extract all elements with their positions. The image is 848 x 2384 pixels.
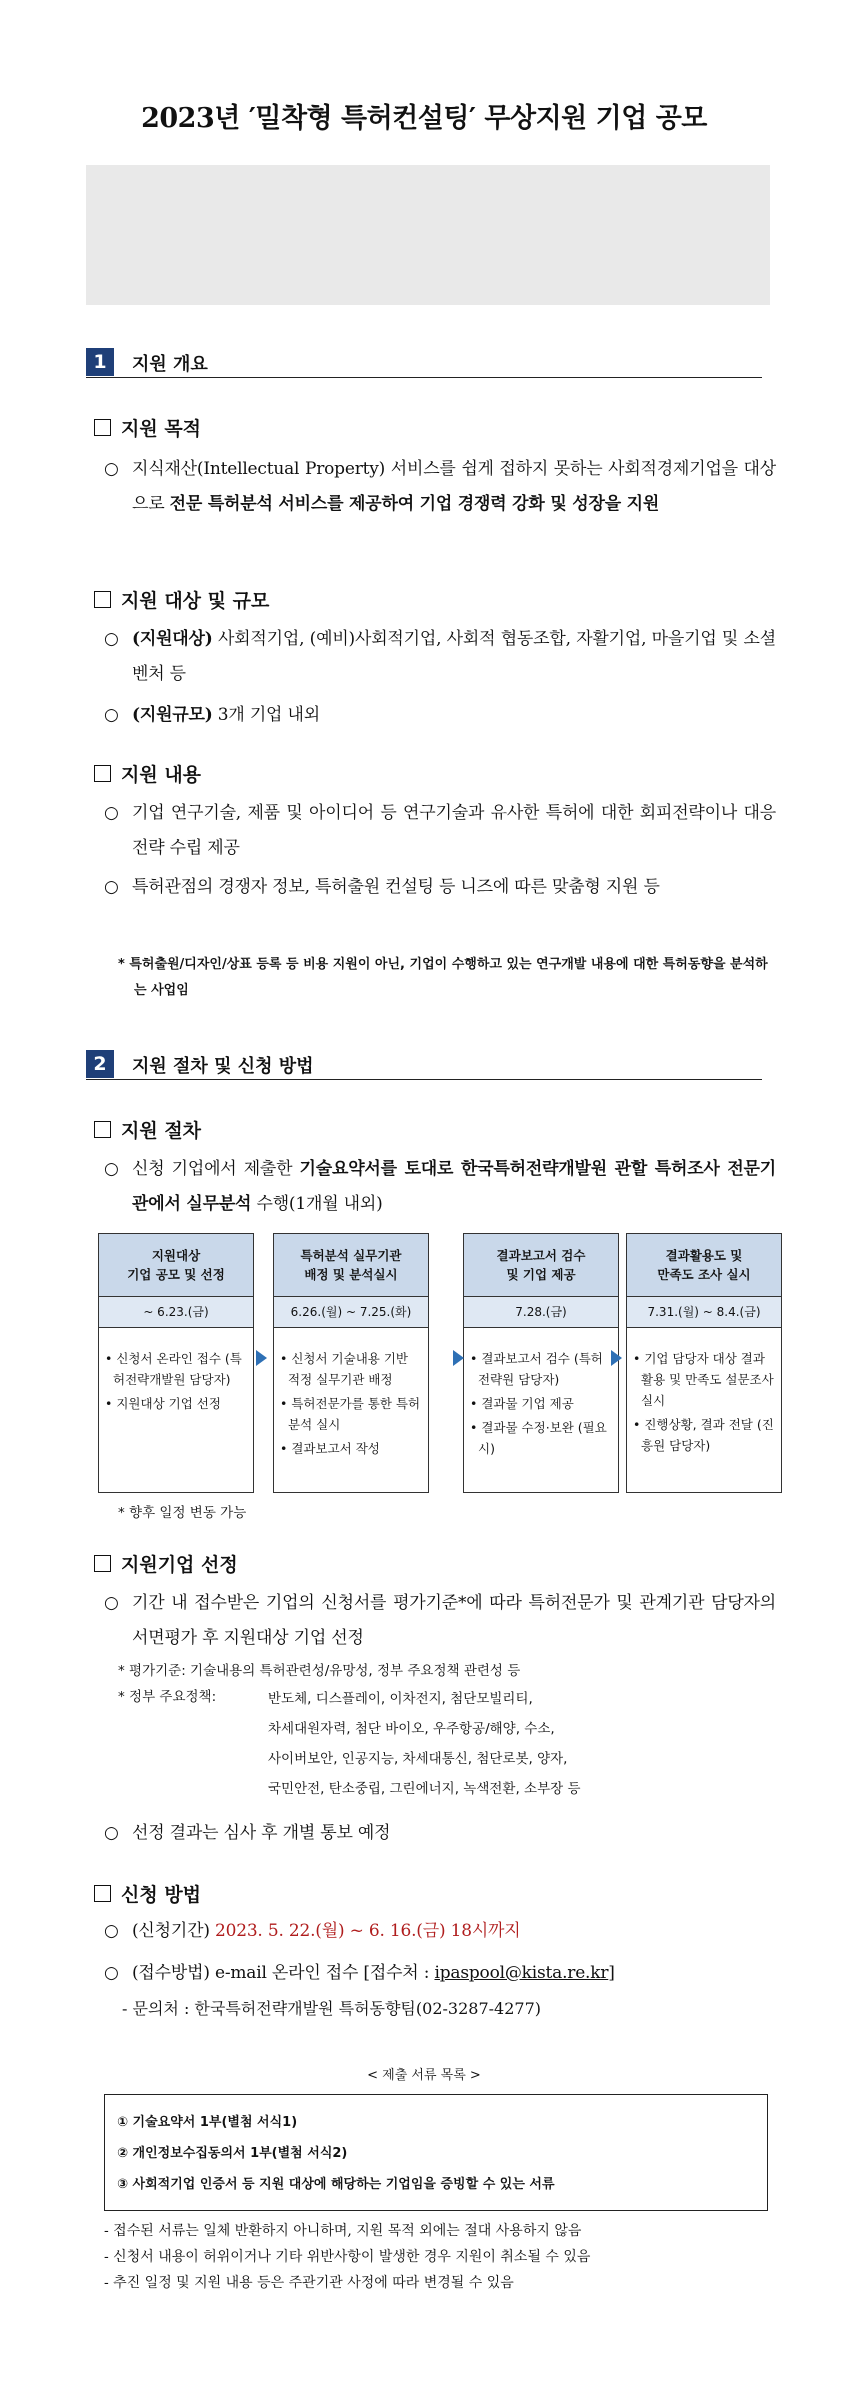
stage-items: [99, 1328, 253, 1414]
arrow-right-icon: [453, 1350, 464, 1366]
arrow-right-icon: [611, 1350, 622, 1366]
stage-date: 7.28.(금): [464, 1297, 618, 1328]
stage-items: [627, 1328, 781, 1456]
email-link[interactable]: ipaspool@kista.re.kr: [434, 1963, 609, 1983]
process-stage-2: [273, 1233, 429, 1493]
stage-title: 지원대상 기업 공모 및 선정: [99, 1234, 253, 1297]
stage-title: 결과활용도 및 만족도 조사 실시: [627, 1234, 781, 1297]
stage-items: [464, 1328, 618, 1459]
stage-item: • 기업 담당자 대상 결과활용 및 만족도 설문조사 실시: [633, 1351, 774, 1408]
stage-item: • 결과보고서 작성: [280, 1441, 380, 1456]
section-2-header: [86, 1046, 762, 1080]
footnote-2: - 신청서 내용이 허위이거나 기타 위반사항이 발생한 경우 지원이 취소될 수 있음: [104, 2249, 591, 2265]
process-stage-1: [98, 1233, 254, 1493]
doc-item: ① 기술요약서 1부(별첨 서식1): [117, 2115, 298, 2130]
stage-date: 7.31.(월) ~ 8.4.(금): [627, 1297, 781, 1328]
apply-method: ○ (접수방법) e-mail 온라인 접수 [접수처 : ipaspool@kista.re.kr]: [104, 1963, 615, 1983]
square-outline-icon: [94, 1885, 111, 1902]
selection-note-1: * 평가기준: 기술내용의 특허관련성/유망성, 정부 주요정책 관련성 등: [118, 1663, 521, 1679]
selection-note-2-label: * 정부 주요정책:: [118, 1689, 217, 1705]
process-stage-4: [626, 1233, 782, 1493]
subsection-content: 지원 내용: [94, 760, 201, 787]
contact-text: - 문의처 : 한국특허전략개발원 특허동향팀(02-3287-4277): [122, 1999, 541, 2018]
docs-list: [104, 2094, 768, 2211]
purpose-text: ○ 지식재산(Intellectual Property) 서비스를 쉽게 접하지 못하는 사회적경제기업을 대상으로 전문 특허분석 서비스를 제공하여 기업 경쟁력 강화 및 성장을 지원: [104, 459, 776, 514]
stage-date: 6.26.(월) ~ 7.25.(화): [274, 1297, 428, 1328]
page-title: 2023년 ′밀착형 특허컨설팅′ 무상지원 기업 공모: [141, 103, 707, 134]
stage-item: • 신청서 기술내용 기반 적정 실무기관 배정: [280, 1351, 408, 1387]
selection-result-text: ○ 선정 결과는 심사 후 개별 통보 예정: [104, 1823, 391, 1843]
stage-items: [274, 1328, 428, 1459]
doc-item: ② 개인정보수집동의서 1부(별첨 서식2): [117, 2146, 348, 2161]
section-1-number: 1: [86, 348, 114, 376]
stage-item: • 결과물 수정·보완 (필요시): [470, 1420, 607, 1456]
docs-title: < 제출 서류 목록 >: [367, 2068, 481, 2083]
square-outline-icon: [94, 1555, 111, 1572]
scale-text: ○ (지원규모) 3개 기업 내외: [104, 705, 320, 725]
subsection-apply: 신청 방법: [94, 1880, 201, 1907]
stage-item: • 특허전문가를 통한 특허 분석 실시: [280, 1396, 421, 1432]
footnote-1: - 접수된 서류는 일체 반환하지 아니하며, 지원 목적 외에는 절대 사용하지 않음: [104, 2223, 582, 2239]
target-text: ○ (지원대상) 사회적기업, (예비)사회적기업, 사회적 협동조합, 자활기업, 마을기업 및 소셜벤처 등: [104, 629, 776, 684]
process-stage-3: [463, 1233, 619, 1493]
subsection-selection: 지원기업 선정: [94, 1550, 238, 1577]
square-outline-icon: [94, 1121, 111, 1138]
square-outline-icon: [94, 591, 111, 608]
stage-item: • 신청서 온라인 접수 (특허전략개발원 담당자): [105, 1351, 242, 1387]
subsection-target: 지원 대상 및 규모: [94, 586, 269, 613]
stage-item: • 지원대상 기업 선정: [105, 1396, 221, 1411]
apply-period: ○ (신청기간) 2023. 5. 22.(월) ~ 6. 16.(금) 18시까지: [104, 1921, 521, 1941]
section-1-title: 지원 개요: [132, 354, 208, 375]
selection-note-2-lines: 반도체, 디스플레이, 이차전지, 첨단모빌리티, 차세대원자력, 첨단 바이오, 우주항공/해양, 수소, 사이버보안, 인공지능, 차세대통신, 첨단로봇, 양자, 국민안전, 탄소중립, 그린에너지, 녹색전환, 소부장 등: [268, 1691, 581, 1797]
image-placeholder: [86, 165, 770, 305]
square-outline-icon: [94, 765, 111, 782]
stage-item: • 결과보고서 검수 (특허전략원 담당자): [470, 1351, 603, 1387]
section-2-title: 지원 절차 및 신청 방법: [132, 1056, 314, 1077]
content-note: * 특허출원/디자인/상표 등록 등 비용 지원이 아닌, 기업이 수행하고 있는 연구개발 내용에 대한 특허동향을 분석하는 사업임: [118, 957, 768, 998]
selection-text: ○ 기간 내 접수받은 기업의 신청서를 평가기준*에 따라 특허전문가 및 관계기관 담당자의 서면평가 후 지원대상 기업 선정: [104, 1593, 776, 1648]
section-1-header: [86, 344, 762, 378]
section-2-number: 2: [86, 1050, 114, 1078]
stage-title: 결과보고서 검수 및 기업 제공: [464, 1234, 618, 1297]
footnote-3: - 추진 일정 및 지원 내용 등은 주관기관 사정에 따라 변경될 수 있음: [104, 2275, 514, 2291]
square-outline-icon: [94, 419, 111, 436]
arrow-right-icon: [256, 1350, 267, 1366]
content-text-2: ○ 특허관점의 경쟁자 정보, 특허출원 컨설팅 등 니즈에 따른 맞춤형 지원 등: [104, 877, 660, 897]
doc-item: ③ 사회적기업 인증서 등 지원 대상에 해당하는 기업임을 증빙할 수 있는 서류: [117, 2177, 555, 2192]
stage-item: • 결과물 기업 제공: [470, 1396, 574, 1411]
procedure-text: ○ 신청 기업에서 제출한 기술요약서를 토대로 한국특허전략개발원 관할 특허조사 전문기관에서 실무분석 수행(1개월 내외): [104, 1159, 777, 1214]
stage-item: • 진행상황, 결과 전달 (진흥원 담당자): [633, 1417, 774, 1453]
content-text-1: ○ 기업 연구기술, 제품 및 아이디어 등 연구기술과 유사한 특허에 대한 회피전략이나 대응전략 수립 제공: [104, 803, 776, 858]
stage-date: ~ 6.23.(금): [99, 1297, 253, 1328]
subsection-purpose: 지원 목적: [94, 414, 201, 441]
subsection-procedure: 지원 절차: [94, 1116, 201, 1143]
schedule-note: * 향후 일정 변동 가능: [118, 1505, 247, 1521]
stage-title: 특허분석 실무기관 배정 및 분석실시: [274, 1234, 428, 1297]
